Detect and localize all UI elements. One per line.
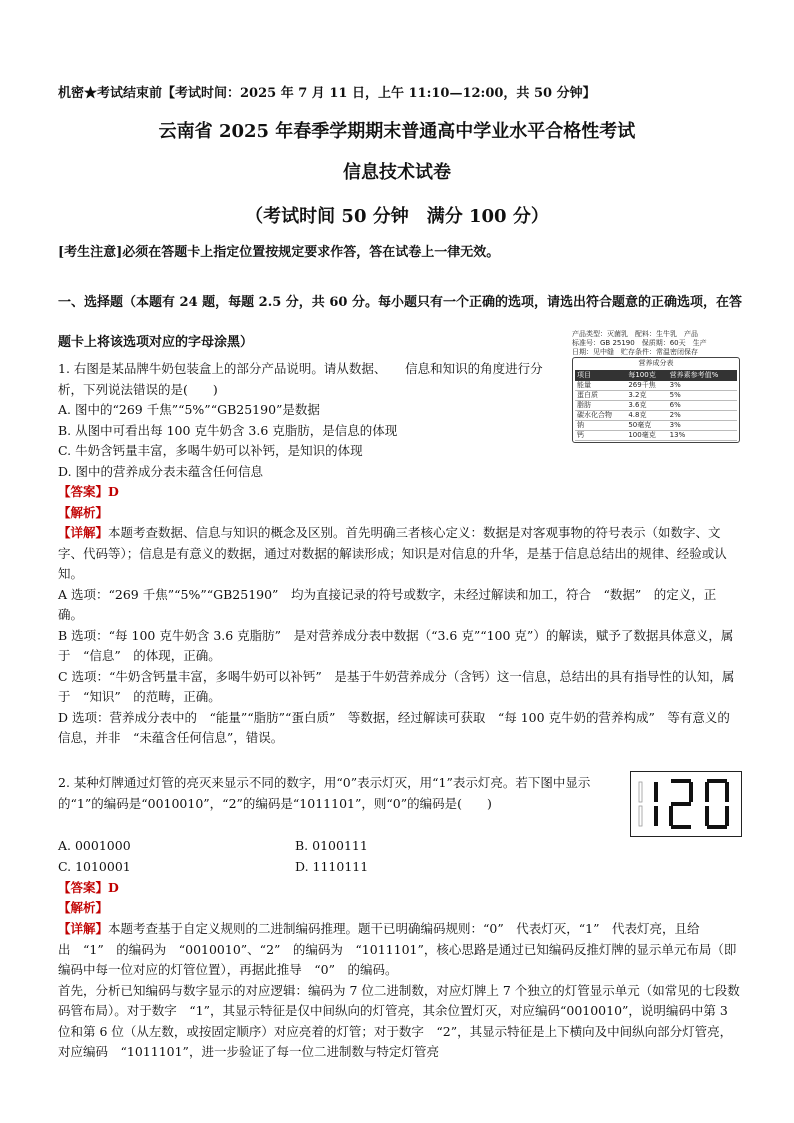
detail-tag: 【详解】 xyxy=(58,921,109,936)
nutrition-header: 营养素参考值% xyxy=(668,370,737,381)
nutrition-row xyxy=(575,411,737,421)
analysis-tag: 【解析】 xyxy=(58,900,109,915)
nutrition-row xyxy=(575,421,737,431)
detail-tag: 【详解】 xyxy=(58,525,109,540)
option-c: C. 牛奶含钙量丰富，多喝牛奶可以补钙，是知识的体现 xyxy=(58,443,363,458)
exam-title: 云南省 2025 年春季学期期末普通高中学业水平合格性考试 xyxy=(158,121,636,142)
exam-duration: （考试时间 50 分钟 满分 100 分） xyxy=(245,206,549,227)
product-info-line: 日期：见中缝 贮存条件：常温密闭保存 xyxy=(572,348,698,356)
nutrition-header: 项目 xyxy=(575,370,626,381)
detail-text: 本题考查数据、信息与知识的概念及区别。首先明确三者核心定义：数据是对客观事物的符号表示（如数字、文字、代码等）；信息是有意义的数据，通过对数据的解读形成；知识是对信息的升华，是基于信息总结出的规律、经验或认知。 xyxy=(58,525,727,581)
exam-header: 机密★考试结束前【考试时间：2025 年 7 月 11 日，上午 11:10—12:00，共 50 分钟】 xyxy=(58,86,596,101)
option-b: B. 0100111 xyxy=(295,838,368,853)
detail-continued: 首先，分析已知编码与数字显示的对应逻辑：编码为 7 位二进制数，对应灯牌上 7 个独立的灯管显示单元（如常见的七段数码管布局）。对于数字 “1”，其显示特征是仅中间纵向的灯管亮，其余位置灯灭，对应编码“0010010”，说明编码中第 3 位和第 6 位（从左数，或按固定顺序）对应亮着的灯管；对于数字 “2”，其显示特征是上下横向及中间纵向部分灯管亮，对应编码 “1011101”，进一步验证了每一位二进制数与特定灯管亮 xyxy=(58,982,740,1059)
nutrition-cell: 13% xyxy=(668,431,737,441)
answer-tag: 【答案】D xyxy=(58,880,119,895)
nutrition-row xyxy=(575,401,737,411)
nutrition-row xyxy=(575,431,737,441)
nutrition-cell: 3.6克 xyxy=(626,401,667,411)
nutrition-cell: 钠 xyxy=(575,421,626,431)
nutrition-cell: 4.8克 xyxy=(626,411,667,421)
explanation-a: A 选项：“269 千焦”“5%”“GB25190” 均为直接记录的符号或数字，未经过解读和加工，符合 “数据” 的定义，正确。 xyxy=(58,586,717,622)
explanation-c: C 选项：“牛奶含钙量丰富，多喝牛奶可以补钙” 是基于牛奶营养成分（含钙）这一信息，总结出的具有指导性的认知，属于 “知识” 的范畴，正确。 xyxy=(58,668,735,704)
section-heading: 一、选择题（本题有 24 题，每题 2.5 分，共 60 分。每小题只有一个正确的选项，请选出符合题意的正确选项，在答题卡上将该选项对应的字母涂黑） xyxy=(58,295,742,350)
nutrition-cell: 6% xyxy=(668,401,737,411)
exam-notice: [考生注意]必须在答题卡上指定位置按规定要求作答，答在试卷上一律无效。 xyxy=(58,245,500,260)
detail-text: 本题考查基于自定义规则的二进制编码推理。题干已明确编码规则：“0” 代表灯灭，“1” 代表灯亮，且给出 “1” 的编码为 “0010010”、“2” 的编码为 “1011101”，核心思路是通过已知编码反推灯牌的显示单元布局（即编码中每一位对应的灯管位置），再据此推导 “0” 的编码。 xyxy=(58,921,737,977)
digits-graphic xyxy=(631,772,741,836)
explanation-d: D 选项：营养成分表中的 “能量”“脂肪”“蛋白质” 等数据，经过解读可获取 “每 100 克牛奶的营养构成” 等有意义的信息，并非 “未蕴含任何信息”，错误。 xyxy=(58,709,730,745)
answer-tag: 【答案】D xyxy=(58,484,119,499)
nutrition-table-box xyxy=(572,357,740,443)
exam-subject: 信息技术试卷 xyxy=(343,162,451,183)
nutrition-label-image xyxy=(572,330,740,443)
option-a: A. 0001000 xyxy=(58,838,131,853)
question-2-detail xyxy=(58,919,740,1063)
question-1-detail xyxy=(58,523,740,749)
product-info-line: 产品类型：灭菌乳 配料：生牛乳 产品 xyxy=(572,330,698,338)
product-info-line: 标准号：GB 25190 保质期：60天 生产 xyxy=(572,339,707,347)
nutrition-cell: 3.2克 xyxy=(626,391,667,401)
nutrition-cell: 脂肪 xyxy=(575,401,626,411)
nutrition-cell: 钙 xyxy=(575,431,626,441)
question-1-options xyxy=(58,400,563,523)
nutrition-caption: 营养成分表 xyxy=(638,359,674,367)
digit-one xyxy=(639,782,658,826)
option-b: B. 从图中可看出每 100 克牛奶含 3.6 克脂肪，是信息的体现 xyxy=(58,422,398,438)
option-d: D. 图中的营养成分表未蕴含任何信息 xyxy=(58,463,264,479)
nutrition-table xyxy=(575,370,737,441)
digit-two xyxy=(669,779,693,829)
nutrition-cell: 269千焦 xyxy=(626,381,667,391)
explanation-b: B 选项：“每 100 克牛奶含 3.6 克脂肪” 是对营养成分表中数据（“3.6 克”“100 克”）的解读，赋予了数据具体意义，属于 “信息” 的体现，正确。 xyxy=(58,627,734,663)
question-1-stem: 1. 右图是某品牌牛奶包装盒上的部分产品说明。请从数据、 信息和知识的角度进行分析，下列说法错误的是( ) xyxy=(58,361,543,397)
nutrition-cell: 3% xyxy=(668,421,737,431)
nutrition-row xyxy=(575,391,737,401)
nutrition-cell: 蛋白质 xyxy=(575,391,626,401)
analysis-tag: 【解析】 xyxy=(58,504,109,520)
nutrition-cell: 100毫克 xyxy=(626,431,667,441)
seven-segment-display xyxy=(630,771,742,837)
nutrition-cell: 2% xyxy=(668,411,737,421)
nutrition-header: 每100克 xyxy=(626,370,667,381)
nutrition-cell: 50毫克 xyxy=(626,421,667,431)
nutrition-cell: 碳水化合物 xyxy=(575,411,626,421)
question-2-stem: 2. 某种灯牌通过灯管的亮灭来显示不同的数字，用“0”表示灯灭，用“1”表示灯亮。若下图中显示的“1”的编码是“0010010”，“2”的编码是“1011101”，则“0”的编码是( ) xyxy=(58,775,591,811)
option-d: D. 1110111 xyxy=(295,859,369,874)
nutrition-cell: 能量 xyxy=(575,381,626,391)
digit-zero xyxy=(705,779,729,829)
nutrition-cell: 5% xyxy=(668,391,737,401)
nutrition-cell: 3% xyxy=(668,381,737,391)
option-c: C. 1010001 xyxy=(58,859,131,874)
nutrition-row xyxy=(575,381,737,391)
option-a: A. 图中的“269 千焦”“5%”“GB25190”是数据 xyxy=(58,402,320,417)
